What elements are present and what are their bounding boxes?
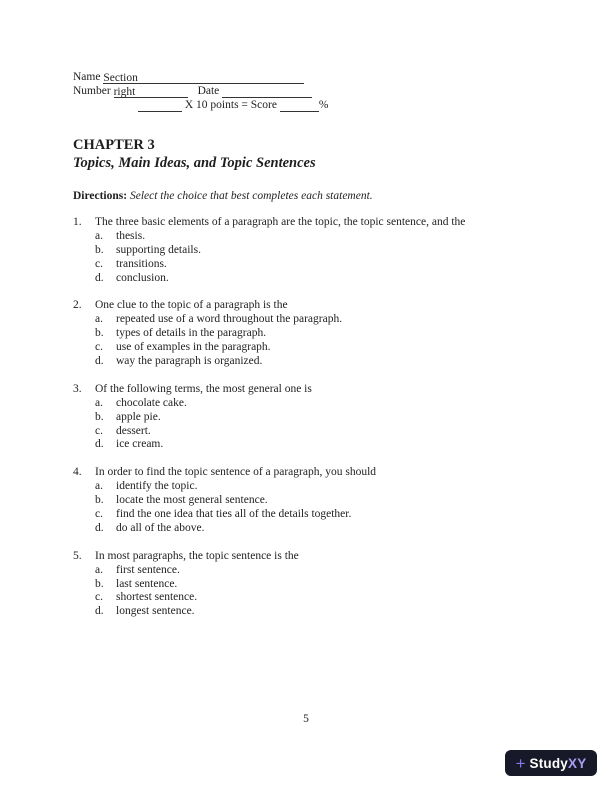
question-5 (73, 550, 543, 620)
choice-text: chocolate cake. (116, 396, 187, 409)
choice-b (95, 327, 543, 341)
choice-letter: b. (95, 327, 104, 340)
chapter-heading (73, 136, 316, 172)
brand-name-primary: Study (529, 755, 569, 771)
choice-b (95, 411, 543, 425)
choice-text: types of details in the paragraph. (116, 327, 267, 340)
name-label: Name (73, 71, 101, 83)
choice-text: way the paragraph is organized. (116, 355, 263, 368)
points-blank-line (138, 100, 182, 112)
choice-text: use of examples in the paragraph. (116, 341, 271, 354)
choice-text: dessert. (116, 424, 151, 437)
question-3 (73, 383, 543, 453)
date-blank-line (222, 86, 312, 98)
choice-c (95, 425, 543, 439)
choice-letter: a. (95, 396, 103, 409)
choice-text: locate the most general sentence. (116, 494, 268, 507)
score-formula: X 10 points = Score (184, 99, 277, 111)
choice-letter: b. (95, 243, 104, 256)
question-number: 1. (73, 216, 82, 228)
directions-label: Directions: (73, 190, 128, 202)
question-stem (73, 383, 543, 397)
question-4 (73, 466, 543, 536)
choice-letter: a. (95, 229, 103, 242)
choice-text: repeated use of a word throughout the paragraph. (116, 313, 343, 326)
choice-letter: c. (95, 341, 103, 354)
choice-letter: c. (95, 257, 103, 270)
choice-letter: b. (95, 494, 104, 507)
studyxy-logo (505, 750, 597, 776)
date-label: Date (197, 85, 220, 97)
choice-text: ice cream. (116, 438, 164, 451)
number-label: Number (73, 85, 111, 97)
choice-text: find the one idea that ties all of the details together. (116, 507, 352, 520)
question-1 (73, 216, 543, 286)
brand-name-secondary: XY (568, 755, 587, 771)
chapter-title: CHAPTER 3 (73, 137, 155, 153)
choice-text: last sentence. (116, 577, 178, 590)
choice-letter: c. (95, 424, 103, 437)
question-list (73, 216, 543, 633)
question-number: 5. (73, 549, 82, 562)
choice-text: do all of the above. (116, 521, 205, 534)
choice-b (95, 578, 543, 592)
question-number: 3. (73, 382, 82, 395)
choice-letter: a. (95, 480, 103, 493)
question-stem (73, 216, 543, 230)
choice-text: shortest sentence. (116, 591, 198, 604)
choice-text: identify the topic. (116, 480, 198, 493)
question-text: One clue to the topic of a paragraph is the (95, 299, 288, 312)
choice-a (95, 313, 543, 327)
question-stem (73, 466, 543, 480)
choice-d (95, 272, 543, 286)
question-stem (73, 299, 543, 313)
choice-letter: d. (95, 271, 104, 284)
choice-d (95, 522, 543, 536)
choice-letter: d. (95, 355, 104, 368)
choice-letter: b. (95, 577, 104, 590)
choice-d (95, 355, 543, 369)
question-text: The three basic elements of a paragraph are the topic, the topic sentence, and the (95, 216, 466, 228)
question-text: In order to find the topic sentence of a paragraph, you should (95, 466, 377, 479)
score-line (73, 98, 328, 112)
choice-letter: d. (95, 605, 104, 618)
page-number: 5 (303, 713, 309, 725)
header-score-form (73, 70, 328, 112)
choice-d (95, 438, 543, 452)
name-blank-line (103, 72, 304, 84)
name-section-line (73, 70, 328, 84)
choice-b (95, 494, 543, 508)
choice-c (95, 258, 543, 272)
choice-letter: c. (95, 507, 103, 520)
choice-text: thesis. (116, 229, 146, 242)
choice-b (95, 244, 543, 258)
choice-text: longest sentence. (116, 605, 195, 618)
choice-a (95, 480, 543, 494)
choice-text: first sentence. (116, 563, 180, 576)
directions (73, 190, 373, 202)
choice-text: transitions. (116, 257, 167, 270)
question-number: 2. (73, 299, 82, 312)
choice-a (95, 230, 543, 244)
choice-letter: a. (95, 313, 103, 326)
choice-c (95, 341, 543, 355)
choice-letter: a. (95, 563, 103, 576)
section-word: Section (103, 72, 138, 84)
choice-text: conclusion. (116, 271, 169, 284)
choice-c (95, 508, 543, 522)
chapter-subtitle: Topics, Main Ideas, and Topic Sentences (73, 155, 316, 171)
choice-c (95, 591, 543, 605)
choice-letter: d. (95, 438, 104, 451)
directions-text: Select the choice that best completes each statement. (129, 190, 373, 202)
question-stem (73, 550, 543, 564)
choice-text: apple pie. (116, 410, 161, 423)
question-number: 4. (73, 466, 82, 479)
score-blank-line (280, 100, 319, 112)
choice-a (95, 564, 543, 578)
question-2 (73, 299, 543, 369)
choice-letter: c. (95, 591, 103, 604)
choice-letter: b. (95, 410, 104, 423)
right-word: right (113, 86, 136, 98)
question-text: Of the following terms, the most general one is (95, 382, 312, 395)
question-text: In most paragraphs, the topic sentence is the (95, 549, 299, 562)
choice-letter: d. (95, 521, 104, 534)
number-blank-line (114, 86, 188, 98)
number-date-line (73, 84, 328, 98)
choice-text: supporting details. (116, 243, 201, 256)
percent-sign: % (318, 99, 329, 111)
choice-a (95, 397, 543, 411)
choice-d (95, 605, 543, 619)
plus-icon: + (515, 753, 526, 773)
